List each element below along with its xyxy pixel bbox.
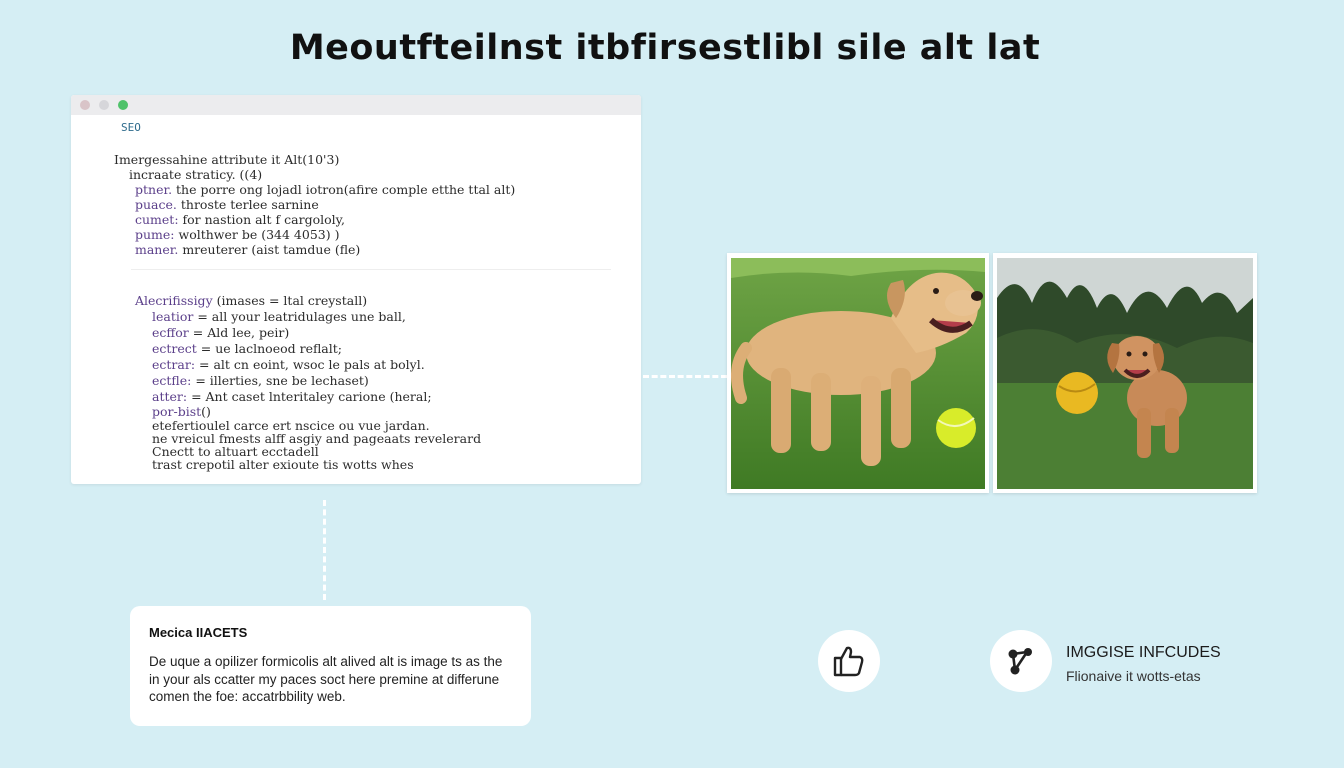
code-line: etefertioulel carce ert nscice ou vue jardan. (152, 418, 430, 433)
window-close-dot[interactable] (80, 100, 90, 110)
code-line: trast crepotil alter exioute tis wotts whes (152, 457, 414, 472)
info-card-title: Mecica IIACETS (149, 625, 248, 640)
dog-photo-illustration (731, 258, 985, 489)
thumbs-up-icon[interactable] (818, 630, 880, 692)
code-line: Imergessahine attribute it Alt(10'3) (114, 152, 340, 167)
code-line: Alecrifissigy (imases = ltal creystall) (135, 293, 368, 308)
code-line: ectrect = ue laclnoeod reflalt; (152, 341, 342, 356)
code-line: ptner. the porre ong lojadl iotron(afire comple etthe ttal alt) (135, 182, 516, 197)
dog-with-tennis-ball-photo[interactable] (727, 253, 989, 493)
code-line: atter: = Ant caset lnteritaley carione (heral; (152, 389, 432, 404)
code-line: incraate straticy. ((4) (129, 167, 263, 182)
code-line: maner. mreuterer (aist tamdue (fle) (135, 242, 361, 257)
thumbs-up-glyph (831, 643, 867, 679)
window-minimize-dot[interactable] (99, 100, 109, 110)
code-line: puace. throste terlee sarnine (135, 197, 319, 212)
code-divider (131, 269, 611, 270)
info-card (130, 606, 531, 726)
info-card-line: De uque a opilizer formicolis alt alived alt is image ts as the (149, 654, 503, 669)
window-maximize-dot[interactable] (118, 100, 128, 110)
code-line: ectrar: = alt cn eoint, wsoc le pals at bolyl. (152, 357, 425, 372)
connector-dashed-vertical (323, 500, 326, 600)
page-title: Meoutfteilnst itbfirsestlibl sile alt lat (289, 28, 1041, 68)
code-editor-window (71, 95, 641, 484)
dog-running-with-ball-photo[interactable] (993, 253, 1257, 493)
window-title-bar (71, 95, 641, 115)
code-line: pume: wolthwer be (344 4053) ) (135, 227, 340, 242)
info-card-line: comen the foe: accatrbbility web. (149, 689, 346, 704)
share-network-glyph (1003, 643, 1039, 679)
code-line: cumet: for nastion alt f cargololy, (135, 212, 346, 227)
feature-title: IMGGISE INFCUDES (1066, 644, 1221, 661)
share-network-icon[interactable] (990, 630, 1052, 692)
code-line: ectfle: = illerties, sne be lechaset) (152, 373, 369, 388)
running-dog-photo-illustration (997, 258, 1253, 489)
feature-subtitle: Flionaive it wotts-etas (1066, 668, 1201, 684)
code-line: por-bist() (152, 404, 211, 419)
code-line: ne vreicul fmests alff asgiy and pageaats revelerard (152, 431, 482, 446)
code-line: leatior = all your leatridulages une ball, (152, 309, 406, 324)
connector-dashed-horizontal (643, 375, 727, 378)
info-card-line: in your als ccatter my paces soct here premine at differune (149, 671, 500, 687)
code-line: Cnectt to altuart ecctadell (152, 444, 319, 459)
info-card-text (149, 653, 519, 706)
code-line: ecffor = Ald lee, peir) (152, 325, 290, 340)
code-tab-label[interactable]: SEO (121, 121, 141, 134)
